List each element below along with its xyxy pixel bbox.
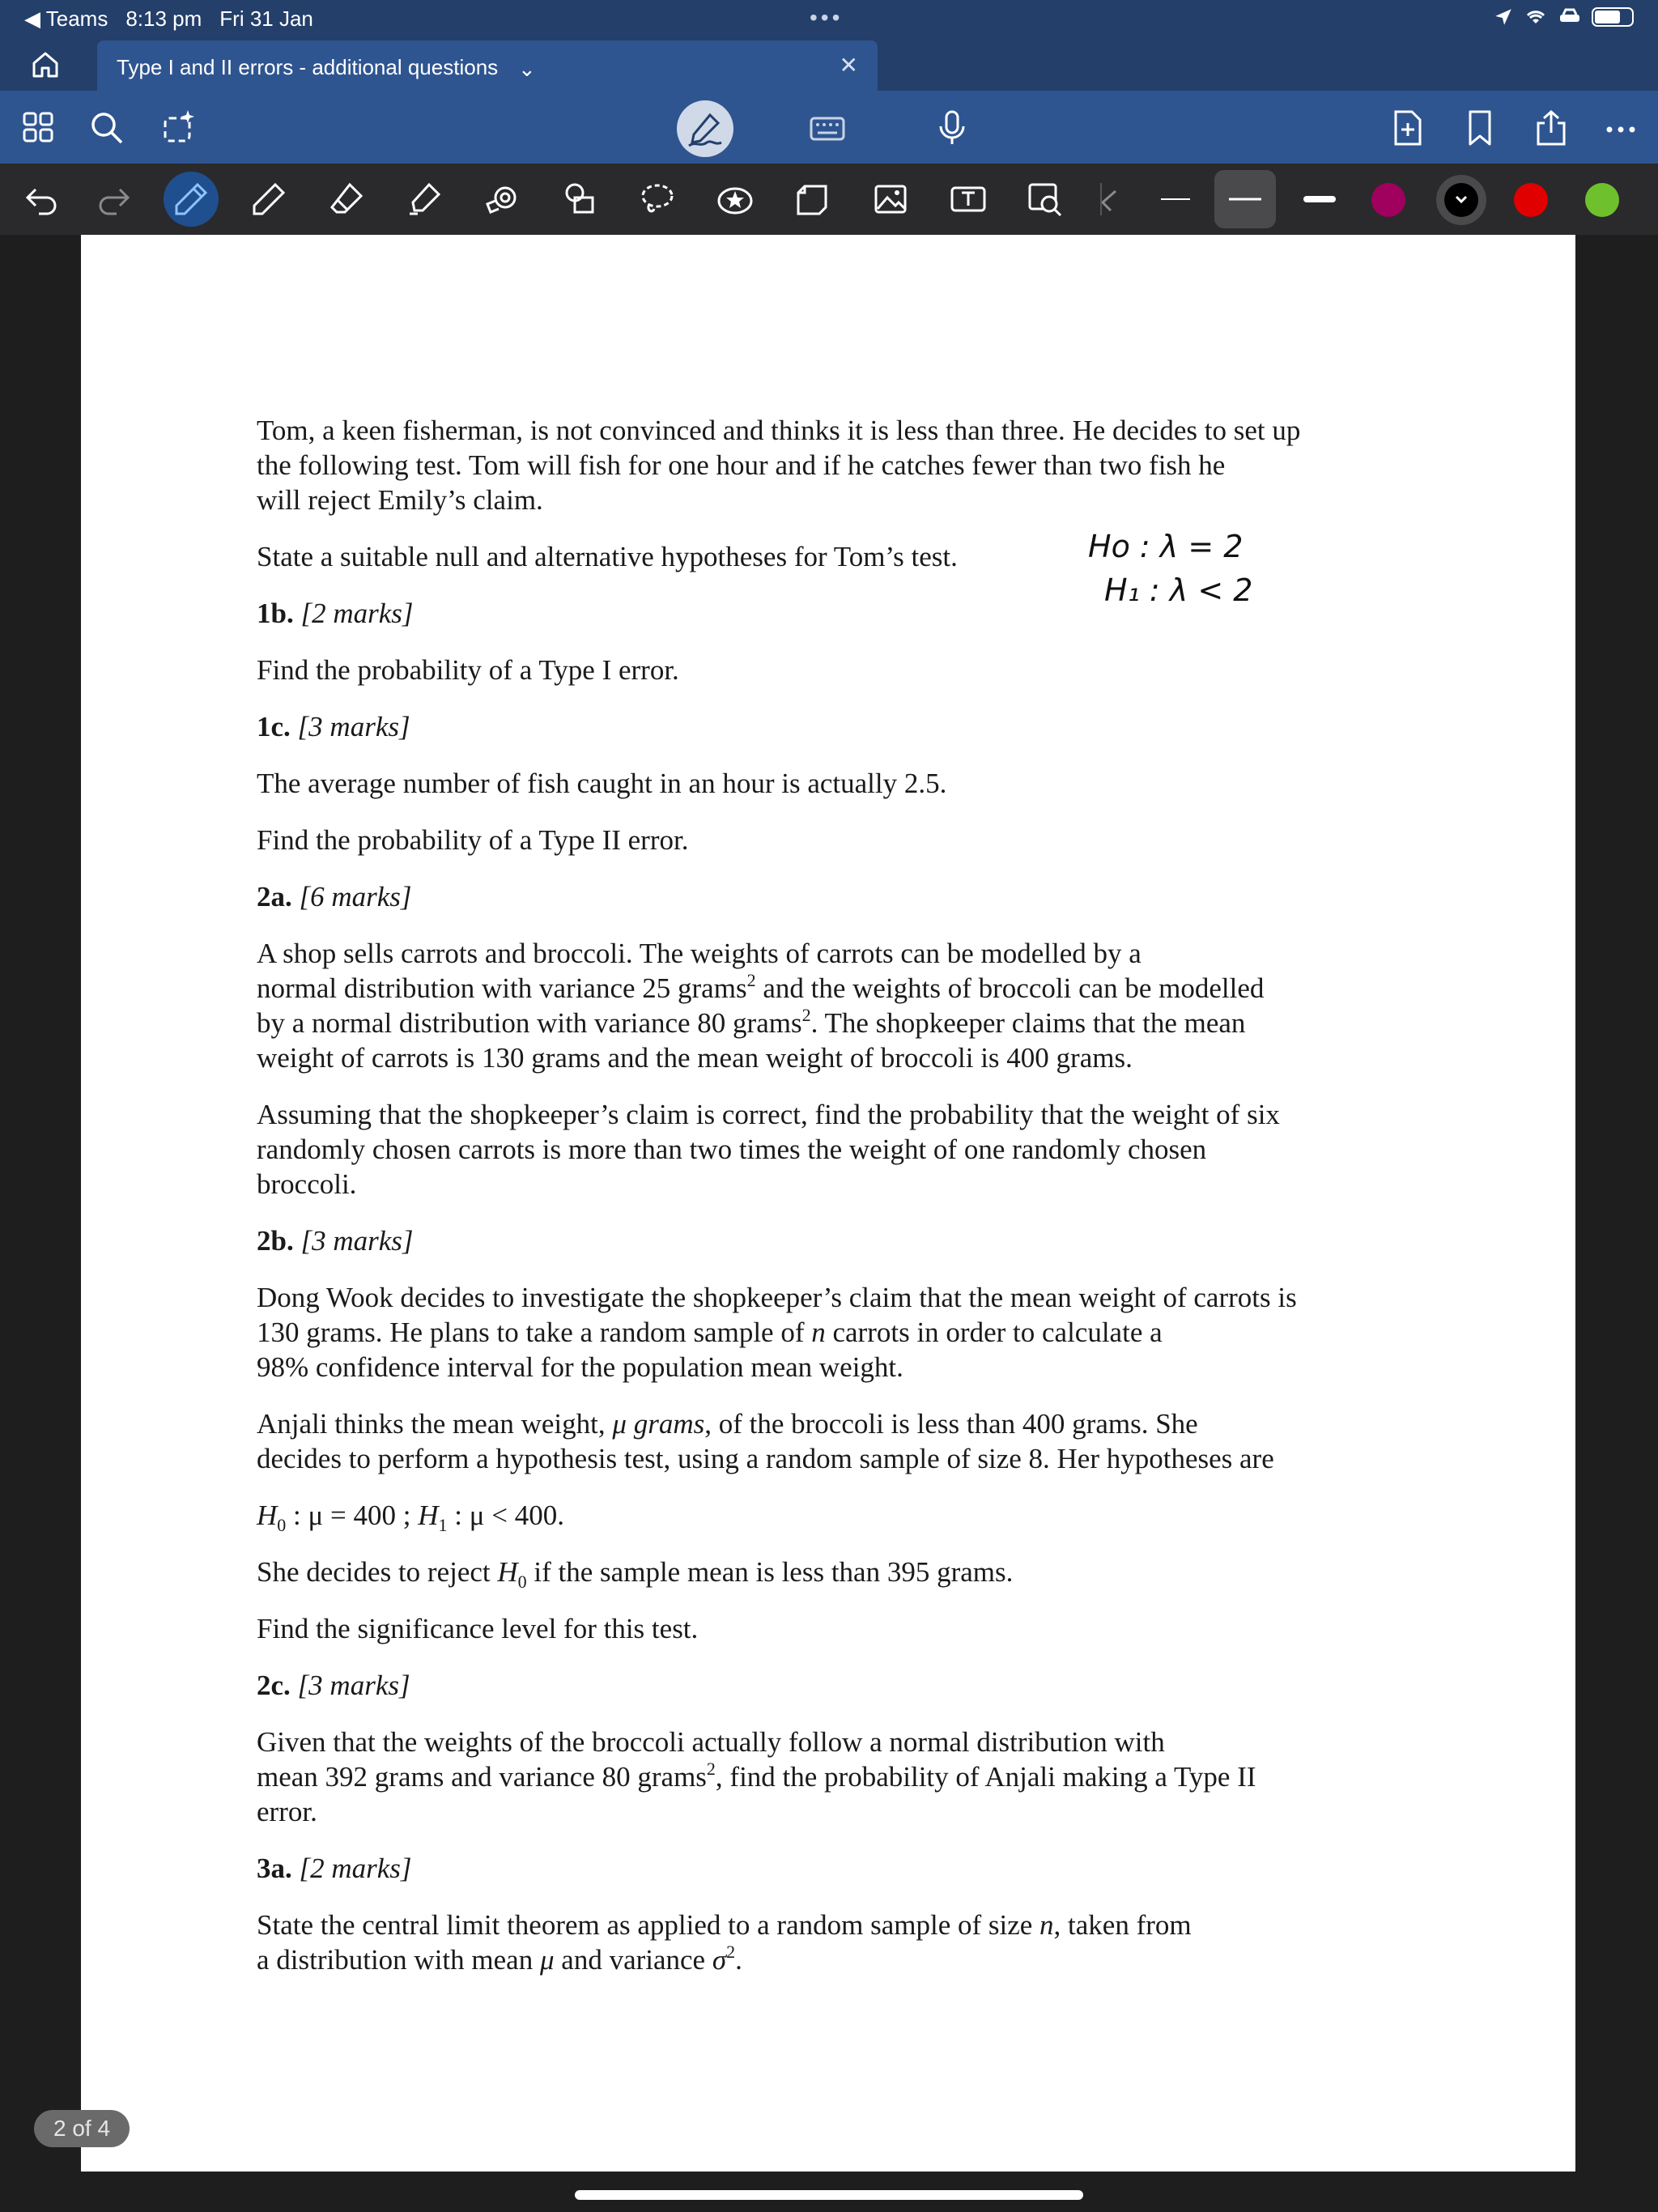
hypotheses-formula: $H_0$ : μ = 400 ; $H_1$ : μ < 400. xyxy=(257,1499,564,1535)
status-time: 8:13 pm xyxy=(125,6,202,31)
image-insert-icon[interactable] xyxy=(871,180,910,219)
chevron-down-icon[interactable]: ⌄ xyxy=(518,57,536,81)
home-icon[interactable] xyxy=(29,49,62,81)
back-to-app-link[interactable]: ◀ Teams xyxy=(24,6,108,31)
page-content xyxy=(257,413,1520,1999)
shapes-tool-icon[interactable] xyxy=(560,180,599,219)
color-swatch-black[interactable] xyxy=(1444,183,1478,217)
ai-lasso-icon[interactable] xyxy=(159,108,198,147)
pencil-tool-icon[interactable] xyxy=(249,180,288,219)
question-2c-heading: 2c. [3 marks] xyxy=(257,1670,410,1701)
status-date: Fri 31 Jan xyxy=(219,6,313,31)
thumbnails-grid-icon[interactable] xyxy=(19,108,58,147)
question-2a-heading: 2a. [6 marks] xyxy=(257,881,412,912)
question-1b-heading: 1b. [2 marks] xyxy=(257,598,414,629)
stroke-medium-option[interactable] xyxy=(1214,170,1276,228)
highlighter-tool-icon[interactable] xyxy=(405,180,444,219)
significance-level-text: Find the significance level for this test. xyxy=(257,1613,699,1644)
wifi-icon xyxy=(1524,6,1548,28)
battery-icon xyxy=(1592,7,1634,27)
stroke-thin-option[interactable] xyxy=(1156,180,1195,219)
selection-lasso-icon[interactable] xyxy=(638,180,677,219)
question-1-intro: Tom, a keen fisherman, is not convinced and thinks it is less than three. He decides to set up the following test. Tom will fish for one hour and if he catches fewer than two fish he will reject Emily’s claim. xyxy=(257,415,1301,516)
close-tab-button[interactable]: ✕ xyxy=(839,53,858,78)
tab-bar xyxy=(0,37,1658,91)
home-indicator-bar[interactable] xyxy=(575,2190,1083,2200)
sticky-note-icon[interactable] xyxy=(793,180,832,219)
given-paragraph: Given that the weights of the broccoli actually follow a normal distribution with mean 392 grams and variance 80 grams$^2$, find the probability of Anjali making a Type II error. xyxy=(257,1726,1256,1827)
pen-signature-icon xyxy=(686,110,725,149)
status-bar xyxy=(0,0,1658,37)
zoom-window-icon[interactable] xyxy=(1027,180,1065,219)
document-page[interactable] xyxy=(81,235,1575,2172)
color-swatch-red[interactable] xyxy=(1514,183,1548,217)
redo-icon[interactable] xyxy=(94,180,133,219)
color-swatch-magenta[interactable] xyxy=(1371,183,1405,217)
stroke-thick-option[interactable] xyxy=(1300,180,1339,219)
reject-rule-text: She decides to reject $H_0$ if the sample mean is less than 395 grams. xyxy=(257,1556,1014,1592)
bookmark-icon[interactable] xyxy=(1460,108,1499,147)
elements-star-icon[interactable] xyxy=(716,180,755,219)
type-1-error-text: Find the probability of a Type I error. xyxy=(257,654,679,686)
location-icon xyxy=(1493,6,1514,28)
more-options-icon[interactable] xyxy=(1601,108,1640,147)
share-icon[interactable] xyxy=(1532,108,1571,147)
type-2-error-text: Find the probability of a Type II error. xyxy=(257,824,689,856)
microphone-icon[interactable] xyxy=(933,108,971,147)
drawing-tools-bar xyxy=(0,164,1658,235)
shop-paragraph: A shop sells carrots and broccoli. The weights of carrots can be modelled by a normal distribution with variance 25 grams$^2$ and the weights of broccoli can be modelled by a normal distribution with variance 80 grams$^2$. The shopkeeper claims that the mean weight of carrots is 130 grams and the mean weight of broccoli is 400 grams. xyxy=(257,938,1265,1074)
pen-tool-icon[interactable] xyxy=(172,180,210,219)
state-hypotheses-text: State a suitable null and alternative hypotheses for Tom’s test. xyxy=(257,541,958,572)
document-tab-title: Type I and II errors - additional questions xyxy=(117,55,499,79)
dong-wook-paragraph: Dong Wook decides to investigate the shopkeeper’s claim that the mean weight of carrots is 130 grams. He plans to take a random sample of n carrots in order to calculate a 98% confidence interval for the population mean weight. xyxy=(257,1282,1297,1383)
undo-icon[interactable] xyxy=(23,180,62,219)
central-limit-paragraph: State the central limit theorem as applied to a random sample of size n, taken from a distribution with mean μ and variance $\sigma^2$. xyxy=(257,1909,1192,1976)
question-2b-heading: 2b. [3 marks] xyxy=(257,1225,414,1257)
question-3a-heading: 3a. [2 marks] xyxy=(257,1853,412,1884)
handwritten-hypotheses[interactable] xyxy=(1078,518,1289,615)
search-icon[interactable] xyxy=(87,108,126,147)
multitasking-dots[interactable]: ••• xyxy=(810,5,844,30)
assuming-paragraph: Assuming that the shopkeeper’s claim is correct, find the probability that the weight of six randomly chosen carrots is more than two times the weight of one randomly chosen broccoli. xyxy=(257,1099,1280,1200)
eraser-tool-icon[interactable] xyxy=(327,180,366,219)
document-tab[interactable] xyxy=(97,40,878,91)
add-page-icon[interactable] xyxy=(1388,108,1426,147)
handwritten-h0: Ho : λ = 2 xyxy=(1088,529,1244,564)
lasso-tool-icon[interactable] xyxy=(483,180,521,219)
question-1c-heading: 1c. [3 marks] xyxy=(257,711,410,742)
page-indicator: 2 of 4 xyxy=(34,2110,130,2147)
average-fish-text: The average number of fish caught in an hour is actually 2.5. xyxy=(257,768,947,799)
handwritten-h1: H₁ : λ < 2 xyxy=(1104,572,1253,608)
car-icon xyxy=(1558,7,1582,27)
keyboard-icon[interactable] xyxy=(808,108,847,147)
text-box-icon[interactable] xyxy=(949,180,988,219)
color-swatch-green[interactable] xyxy=(1585,183,1619,217)
main-toolbar xyxy=(0,91,1658,164)
collapse-tools-icon[interactable] xyxy=(1095,180,1119,219)
anjali-paragraph: Anjali thinks the mean weight, μ grams, of the broccoli is less than 400 grams. She decides to perform a hypothesis test, using a random sample of size 8. Her hypotheses are xyxy=(257,1408,1274,1474)
